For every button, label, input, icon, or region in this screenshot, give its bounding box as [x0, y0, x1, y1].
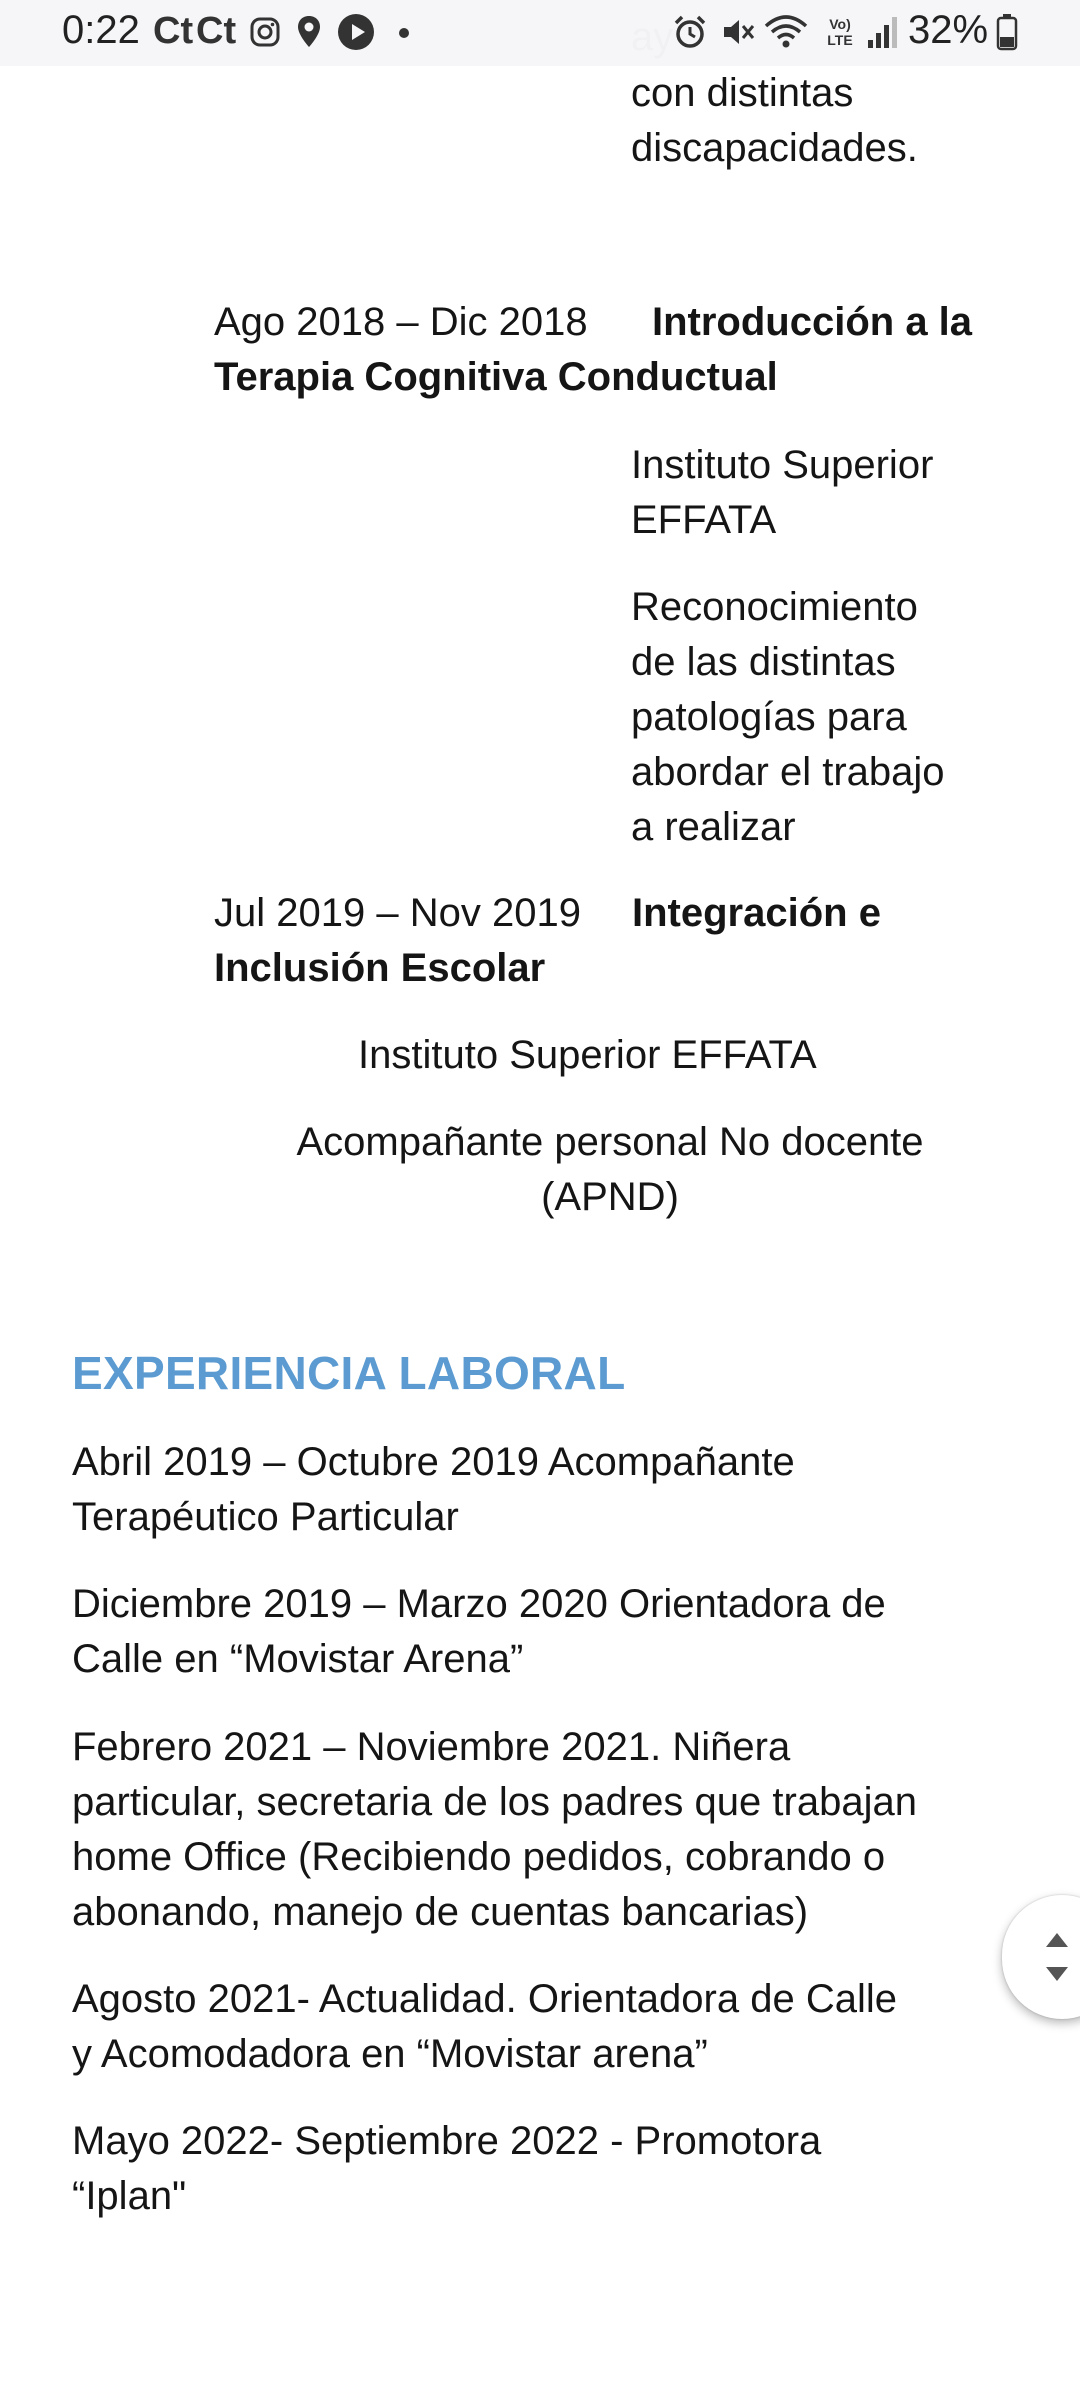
experience-item: Febrero 2021 – Noviembre 2021. Niñera: [72, 1725, 791, 1769]
svg-text:Vo): Vo): [829, 16, 851, 32]
mute-icon: [720, 14, 756, 50]
alarm-icon: [672, 14, 708, 50]
experience-item: Calle en “Movistar Arena”: [72, 1637, 524, 1681]
course-title: Introducción a la: [652, 300, 973, 344]
battery-icon: [996, 13, 1018, 51]
course-description: abordar el trabajo: [631, 750, 945, 794]
scroll-button[interactable]: [1002, 1895, 1080, 2019]
experience-item: Abril 2019 – Octubre 2019 Acompañante: [72, 1440, 795, 1484]
experience-item: abonando, manejo de cuentas bancarias): [72, 1890, 809, 1934]
location-icon: [296, 14, 322, 50]
experience-item: Diciembre 2019 – Marzo 2020 Orientadora de: [72, 1582, 886, 1626]
scroll-arrows-icon: [1002, 1895, 1080, 2019]
carrier-icon: Ct: [153, 10, 194, 52]
signal-icon: [866, 14, 900, 50]
course-institution: Instituto Superior: [631, 443, 934, 487]
course-date: Ago 2018 – Dic 2018: [214, 300, 588, 344]
carrier-icon: Ct: [196, 10, 237, 52]
course-description: Acompañante personal No docente: [296, 1120, 924, 1164]
volte-icon: [822, 14, 858, 50]
experience-item: Agosto 2021- Actualidad. Orientadora de Calle: [72, 1977, 897, 2021]
course-description: (APND): [541, 1175, 679, 1219]
course-description: de las distintas: [631, 640, 896, 684]
wifi-icon: [764, 12, 808, 50]
course-description: Reconocimiento: [631, 585, 918, 629]
experience-item: particular, secretaria de los padres que trabajan: [72, 1780, 917, 1824]
experience-item: home Office (Recibiendo pedidos, cobrando o: [72, 1835, 886, 1879]
svg-text:LTE: LTE: [827, 32, 853, 48]
text-line: discapacidades.: [631, 126, 918, 170]
play-icon: [337, 13, 375, 51]
course-title: Terapia Cognitiva Conductual: [214, 355, 778, 399]
battery-percentage: 32%: [908, 8, 989, 52]
course-title: Inclusión Escolar: [214, 946, 546, 990]
course-title: Integración e: [632, 891, 881, 935]
course-date: Jul 2019 – Nov 2019: [214, 891, 581, 935]
experience-item: “Iplan": [72, 2174, 187, 2218]
course-description: a realizar: [631, 805, 796, 849]
status-bar: [0, 0, 1080, 66]
course-institution: EFFATA: [631, 498, 777, 542]
course-description: patologías para: [631, 695, 907, 739]
instagram-icon: [249, 16, 281, 48]
experience-item: Terapéutico Particular: [72, 1495, 459, 1539]
experience-item: y Acomodadora en “Movistar arena”: [72, 2032, 708, 2076]
dot-icon: [398, 27, 410, 39]
text-line: con distintas: [631, 71, 854, 115]
status-time: 0:22: [62, 8, 140, 52]
section-heading: EXPERIENCIA LABORAL: [72, 1347, 626, 1399]
course-institution: Instituto Superior EFFATA: [358, 1033, 817, 1077]
experience-item: Mayo 2022- Septiembre 2022 - Promotora: [72, 2119, 822, 2163]
